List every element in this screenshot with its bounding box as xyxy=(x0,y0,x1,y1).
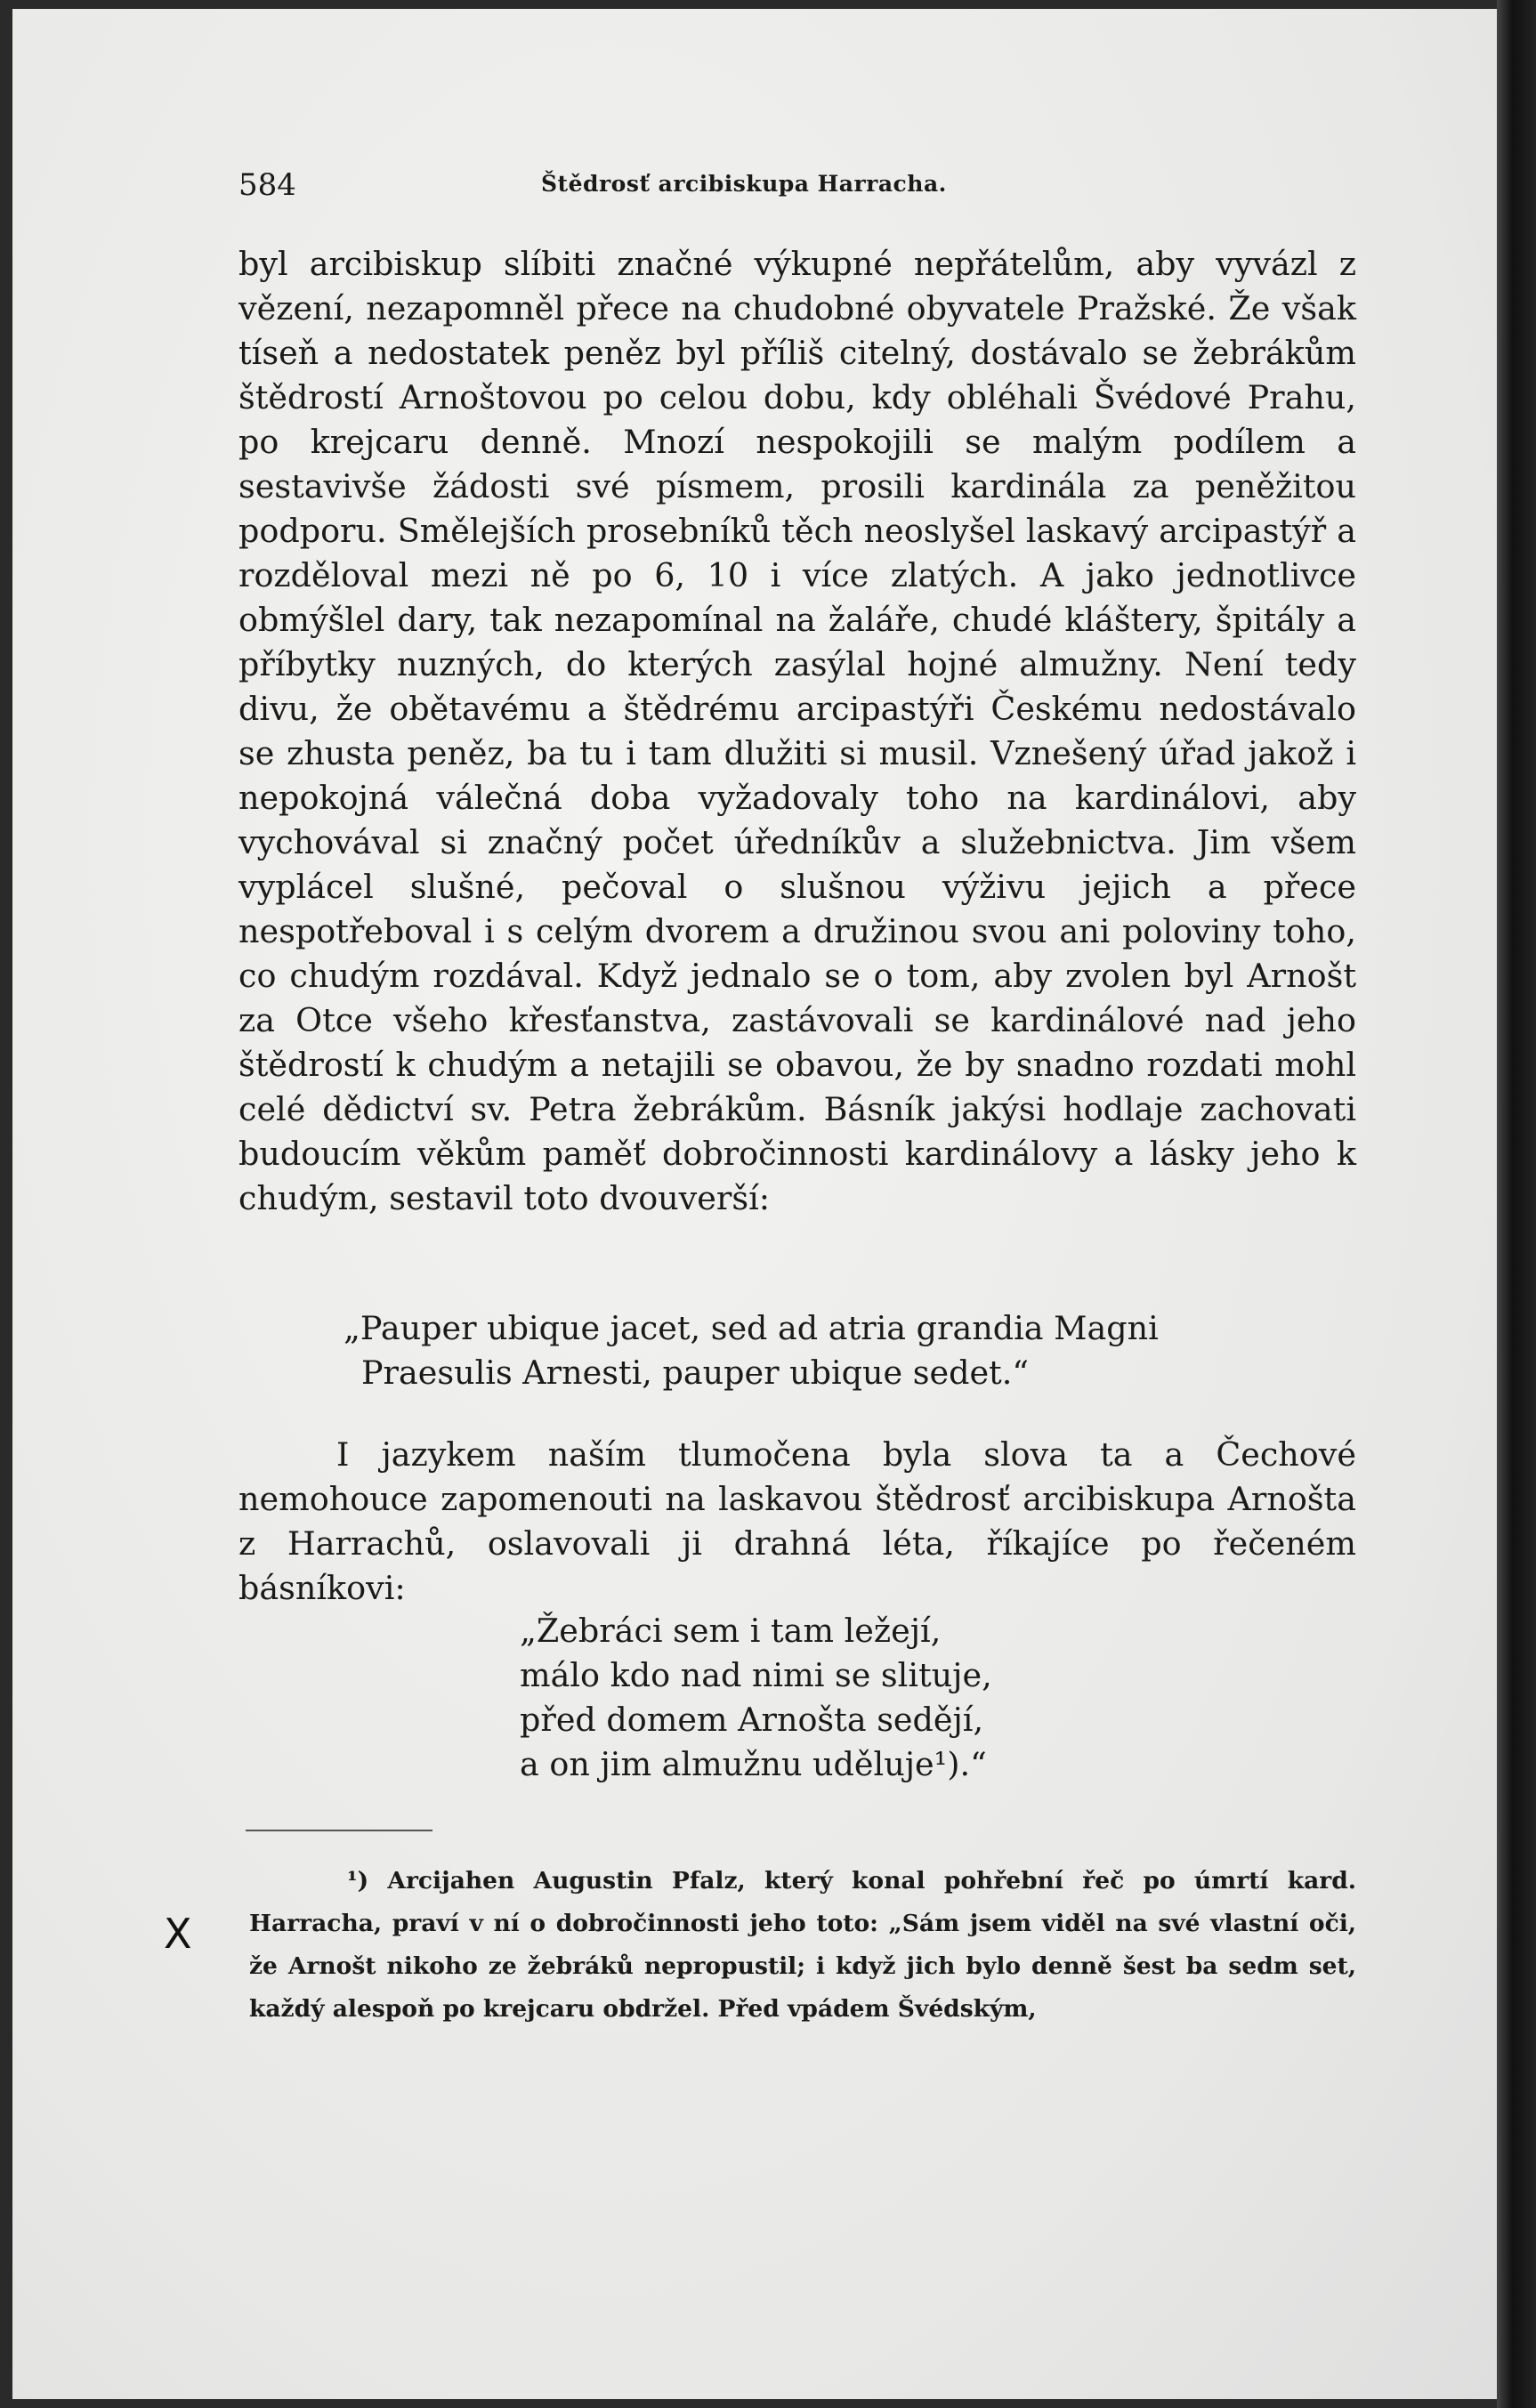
running-title: Štědrosť arcibiskupa Harracha. xyxy=(541,171,947,197)
page-edge-shadow xyxy=(1497,0,1536,2408)
paragraph-1: byl arcibiskup slíbiti značné výkupné nepřátelům, aby vyvázl z vězení, nezapomněl přece na chudobné obyvatele Pražské. Že však tíseň a nedostatek peněz byl příliš citelný, dostávalo se žebrákům štědrostí Arnoštovou po celou dobu, kdy obléhali Švédové Prahu, po krejcaru denně. Mnozí nespokojili se malým podílem a sestavivše žádosti své písmem, prosili kardinála za peněžitou podporu. Smělejších prosebníků těch neoslyšel laskavý arcipastýř a rozděloval mezi ně po 6, 10 i více zlatých. A jako jednotlivce obmýšlel dary, tak nezapomínal na žaláře, chudé kláštery, špitály a příbytky nuzných, do kterých zasýlal hojné almužny. Není tedy divu, že obětavému a štědrému arcipastýři Českému nedostávalo se zhusta peněz, ba tu i tam dlužiti si musil. Vznešený úřad jakož i nepokojná válečná doba vyžadovaly toho na kardinálovi, aby vychovával si značný počet úředníkův a služebnictva. Jim všem vyplácel slušné, pečoval o slušnou výživu jejich a přece nespotřeboval i s celým dvorem a družinou svou ani poloviny toho, co chudým rozdával. Když jednalo se o tom, aby zvolen byl Arnošt za Otce všeho křesťanstva, zastávovali se kardinálové nad jeho štědrostí k chudým a netajili se obavou, že by snadno rozdati mohl celé dědictví sv. Petra žebrákům. Básník jakýsi hodlaje zachovati budoucím věkům paměť dobročinnosti kardinálovy a lásky jeho k chudým, sestavil toto dvouverší: xyxy=(238,245,1356,1217)
poem-line-4: a on jim almužnu uděluje¹).“ xyxy=(520,1745,987,1783)
latin-line-2: Praesulis Arnesti, pauper ubique sedet.“ xyxy=(361,1353,1029,1392)
poem-line-3: před domem Arnošta sedějí, xyxy=(520,1701,984,1739)
page-header xyxy=(238,167,1360,212)
czech-poem xyxy=(520,1609,992,1787)
footnote-divider xyxy=(246,1830,433,1831)
main-paragraph xyxy=(238,242,1356,1221)
poem-line-2: málo kdo nad nimi se slituje, xyxy=(520,1656,992,1694)
paragraph-2: I jazykem naším tlumočena byla slova ta a Čechové nemohouce zapomenouti na laskavou štědrosť arcibiskupa Arnošta z Harrachů, oslavovali ji drahná léta, říkajíce po řečeném básníkovi: xyxy=(238,1435,1356,1607)
second-paragraph xyxy=(238,1433,1356,1611)
latin-distich xyxy=(344,1306,1322,1395)
margin-cross-mark: X xyxy=(164,1910,192,1958)
poem-line-1: „Žebráci sem i tam ležejí, xyxy=(520,1612,942,1650)
page-number: 584 xyxy=(238,167,296,203)
latin-line-1: „Pauper ubique jacet, sed ad atria grandia Magni xyxy=(344,1309,1159,1347)
book-page xyxy=(12,9,1497,2399)
footnote xyxy=(249,1860,1356,2031)
footnote-text: ¹) Arcijahen Augustin Pfalz, který konal pohřební řeč po úmrtí kard. Harracha, praví v ní o dobročinnosti jeho toto: „Sám jsem viděl na své vlastní oči, že Arnošt nikoho ze žebráků nepropustil; i když jich bylo denně šest ba sedm set, každý alespoň po krejcaru obdržel. Před vpádem Švédským, xyxy=(249,1867,1356,2023)
